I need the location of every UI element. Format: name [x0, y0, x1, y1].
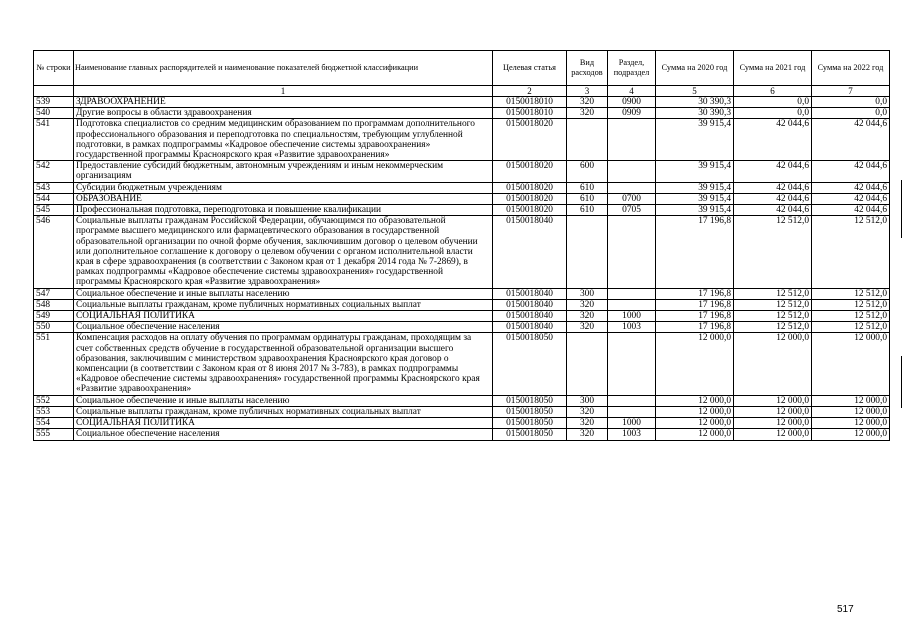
sum-2020-cell: 12 000,0 — [656, 395, 734, 406]
sum-2021-cell: 0,0 — [734, 97, 812, 108]
sum-2022-cell: 12 512,0 — [812, 299, 890, 310]
sum-2022-cell: 12 000,0 — [812, 406, 890, 417]
row-number-cell: 548 — [34, 299, 74, 310]
table-row — [34, 311, 890, 322]
target-item-cell: 0150018040 — [493, 288, 567, 299]
sum-2020-cell: 39 915,4 — [656, 205, 734, 216]
sum-2021-cell: 12 000,0 — [734, 418, 812, 429]
target-item-cell: 0150018050 — [493, 418, 567, 429]
expense-type-cell: 610 — [567, 182, 608, 193]
table-row — [34, 418, 890, 429]
header-cell-sum-2021: Сумма на 2021 год — [734, 51, 812, 86]
row-number-cell: 547 — [34, 288, 74, 299]
header-cell-expense-type: Вид расходов — [567, 51, 608, 86]
sum-2021-cell: 42 044,6 — [734, 205, 812, 216]
sum-2022-cell: 12 000,0 — [812, 418, 890, 429]
sum-2022-cell: 42 044,6 — [812, 182, 890, 193]
target-item-cell: 0150018010 — [493, 108, 567, 119]
target-item-cell: 0150018050 — [493, 406, 567, 417]
row-number-cell: 554 — [34, 418, 74, 429]
table-row — [34, 119, 890, 161]
sum-2022-cell: 42 044,6 — [812, 193, 890, 204]
table-row — [34, 108, 890, 119]
sum-2022-cell: 0,0 — [812, 97, 890, 108]
sum-2020-cell: 39 915,4 — [656, 119, 734, 161]
row-number-cell: 541 — [34, 119, 74, 161]
sum-2020-cell: 17 196,8 — [656, 288, 734, 299]
sum-2020-cell: 12 000,0 — [656, 418, 734, 429]
sum-2021-cell: 12 512,0 — [734, 288, 812, 299]
row-number-cell: 553 — [34, 406, 74, 417]
page-number: 517 — [837, 604, 854, 615]
sum-2021-cell: 42 044,6 — [734, 119, 812, 161]
row-name-cell: Предоставление субсидий бюджетным, автономным учреждениям и иным некоммерческим организациям — [74, 161, 493, 182]
sum-2021-cell: 12 512,0 — [734, 322, 812, 333]
sum-2022-cell: 12 512,0 — [812, 216, 890, 288]
sum-2022-cell: 12 512,0 — [812, 311, 890, 322]
section-cell: 1003 — [608, 429, 656, 440]
row-name-cell: Другие вопросы в области здравоохранения — [74, 108, 493, 119]
expense-type-cell — [567, 333, 608, 395]
sum-2020-cell: 30 390,3 — [656, 108, 734, 119]
table-row — [34, 395, 890, 406]
sum-2021-cell: 12 512,0 — [734, 299, 812, 310]
section-cell — [608, 299, 656, 310]
sum-2020-cell: 39 915,4 — [656, 182, 734, 193]
target-item-cell: 0150018020 — [493, 161, 567, 182]
sum-2022-cell: 42 044,6 — [812, 205, 890, 216]
column-index-cell: 1 — [74, 86, 493, 97]
sum-2021-cell: 12 000,0 — [734, 429, 812, 440]
expense-type-cell — [567, 216, 608, 288]
row-number-cell: 552 — [34, 395, 74, 406]
table-row — [34, 322, 890, 333]
target-item-cell: 0150018040 — [493, 322, 567, 333]
target-item-cell: 0150018020 — [493, 119, 567, 161]
sum-2022-cell: 42 044,6 — [812, 119, 890, 161]
table-row — [34, 429, 890, 440]
row-name-cell: Социальное обеспечение населения — [74, 429, 493, 440]
row-number-cell: 543 — [34, 182, 74, 193]
sum-2022-cell: 12 000,0 — [812, 333, 890, 395]
row-number-cell: 550 — [34, 322, 74, 333]
expense-type-cell: 320 — [567, 429, 608, 440]
expense-type-cell: 320 — [567, 97, 608, 108]
row-name-cell: Профессиональная подготовка, переподготовка и повышение квалификации — [74, 205, 493, 216]
sum-2020-cell: 17 196,8 — [656, 311, 734, 322]
header-cell-row-number: № строки — [34, 51, 74, 86]
sum-2021-cell: 42 044,6 — [734, 182, 812, 193]
sum-2022-cell: 12 512,0 — [812, 322, 890, 333]
header-cell-name: Наименование главных распорядителей и наименование показателей бюджетной классификации — [74, 51, 493, 86]
section-cell: 1000 — [608, 311, 656, 322]
table-row — [34, 406, 890, 417]
sum-2021-cell: 12 512,0 — [734, 216, 812, 288]
section-cell — [608, 406, 656, 417]
expense-type-cell: 610 — [567, 193, 608, 204]
sum-2020-cell: 17 196,8 — [656, 322, 734, 333]
sum-2022-cell: 12 000,0 — [812, 429, 890, 440]
table-row — [34, 288, 890, 299]
sum-2021-cell: 12 000,0 — [734, 406, 812, 417]
sum-2021-cell: 42 044,6 — [734, 193, 812, 204]
expense-type-cell: 300 — [567, 288, 608, 299]
section-cell — [608, 161, 656, 182]
margin-line — [901, 180, 902, 238]
sum-2020-cell: 12 000,0 — [656, 429, 734, 440]
row-number-cell: 545 — [34, 205, 74, 216]
budget-table — [33, 50, 890, 441]
row-name-cell: СОЦИАЛЬНАЯ ПОЛИТИКА — [74, 418, 493, 429]
section-cell: 1000 — [608, 418, 656, 429]
row-name-cell: Социальные выплаты гражданам, кроме публичных нормативных социальных выплат — [74, 406, 493, 417]
section-cell: 1003 — [608, 322, 656, 333]
expense-type-cell: 320 — [567, 418, 608, 429]
sum-2021-cell: 12 512,0 — [734, 311, 812, 322]
target-item-cell: 0150018020 — [493, 182, 567, 193]
table-row — [34, 161, 890, 182]
sum-2022-cell: 0,0 — [812, 108, 890, 119]
header-cell-section: Раздел, подраздел — [608, 51, 656, 86]
row-number-cell: 542 — [34, 161, 74, 182]
target-item-cell: 0150018050 — [493, 395, 567, 406]
target-item-cell: 0150018050 — [493, 429, 567, 440]
column-index-cell: 6 — [734, 86, 812, 97]
header-row — [34, 51, 890, 86]
sum-2021-cell: 42 044,6 — [734, 161, 812, 182]
row-name-cell: Социальное обеспечение и иные выплаты населению — [74, 288, 493, 299]
section-cell: 0900 — [608, 97, 656, 108]
section-cell — [608, 395, 656, 406]
section-cell — [608, 333, 656, 395]
column-index-cell — [34, 86, 74, 97]
target-item-cell: 0150018040 — [493, 311, 567, 322]
table-row — [34, 205, 890, 216]
row-number-cell: 540 — [34, 108, 74, 119]
section-cell: 0705 — [608, 205, 656, 216]
sum-2021-cell: 12 000,0 — [734, 395, 812, 406]
expense-type-cell: 320 — [567, 299, 608, 310]
section-cell — [608, 288, 656, 299]
target-item-cell: 0150018040 — [493, 216, 567, 288]
row-number-cell: 549 — [34, 311, 74, 322]
sum-2021-cell: 0,0 — [734, 108, 812, 119]
row-number-cell: 544 — [34, 193, 74, 204]
sum-2022-cell: 12 512,0 — [812, 288, 890, 299]
expense-type-cell: 610 — [567, 205, 608, 216]
expense-type-cell: 300 — [567, 395, 608, 406]
column-index-cell: 4 — [608, 86, 656, 97]
header-cell-sum-2022: Сумма на 2022 год — [812, 51, 890, 86]
row-name-cell: СОЦИАЛЬНАЯ ПОЛИТИКА — [74, 311, 493, 322]
target-item-cell: 0150018020 — [493, 205, 567, 216]
target-item-cell: 0150018050 — [493, 333, 567, 395]
column-index-row — [34, 86, 890, 97]
sum-2020-cell: 39 915,4 — [656, 193, 734, 204]
expense-type-cell: 320 — [567, 108, 608, 119]
table-row — [34, 333, 890, 395]
section-cell — [608, 216, 656, 288]
row-number-cell: 539 — [34, 97, 74, 108]
target-item-cell: 0150018010 — [493, 97, 567, 108]
expense-type-cell: 320 — [567, 322, 608, 333]
table-row — [34, 97, 890, 108]
table-row — [34, 193, 890, 204]
row-number-cell: 551 — [34, 333, 74, 395]
sum-2020-cell: 39 915,4 — [656, 161, 734, 182]
table-body — [34, 97, 890, 441]
row-name-cell: Социальные выплаты гражданам, кроме публичных нормативных социальных выплат — [74, 299, 493, 310]
column-index-cell: 5 — [656, 86, 734, 97]
row-name-cell: Подготовка специалистов со средним медицинским образованием по программам дополнительного профессионального образования и переподготовка по специальностям, требующим углубленной подготовки, в рамках подпрограммы «Кадровое обеспечение системы здравоохранения» государственной программы Красноярского края «Развитие здравоохранения» — [74, 119, 493, 161]
section-cell — [608, 182, 656, 193]
expense-type-cell: 600 — [567, 161, 608, 182]
table-row — [34, 299, 890, 310]
expense-type-cell: 320 — [567, 406, 608, 417]
column-index-cell: 2 — [493, 86, 567, 97]
margin-line — [901, 356, 902, 408]
row-name-cell: Субсидии бюджетным учреждениям — [74, 182, 493, 193]
row-name-cell: ОБРАЗОВАНИЕ — [74, 193, 493, 204]
target-item-cell: 0150018040 — [493, 299, 567, 310]
row-number-cell: 546 — [34, 216, 74, 288]
table-row — [34, 182, 890, 193]
expense-type-cell — [567, 119, 608, 161]
sum-2022-cell: 42 044,6 — [812, 161, 890, 182]
column-index-cell: 3 — [567, 86, 608, 97]
sum-2022-cell: 12 000,0 — [812, 395, 890, 406]
column-index-cell: 7 — [812, 86, 890, 97]
sum-2020-cell: 17 196,8 — [656, 299, 734, 310]
sum-2020-cell: 30 390,3 — [656, 97, 734, 108]
header-cell-target-item: Целевая статья — [493, 51, 567, 86]
row-name-cell: Социальное обеспечение населения — [74, 322, 493, 333]
row-name-cell: Социальное обеспечение и иные выплаты населению — [74, 395, 493, 406]
section-cell — [608, 119, 656, 161]
section-cell: 0700 — [608, 193, 656, 204]
row-number-cell: 555 — [34, 429, 74, 440]
section-cell: 0909 — [608, 108, 656, 119]
row-name-cell: Социальные выплаты гражданам Российской Федерации, обучающимся по образовательной программе высшего медицинского или фармацевтического образования в государственной образовательной организации по очной форме обучения, заключившим договор о целевом обучении или дополнительное соглашение к договору о целевом обучении с органом исполнительной власти края в сфере здравоохранения (в соответствии с Законом края от 1 декабря 2014 года № 7-2869), в рамках подпрограммы «Кадровое обеспечение системы здравоохранения» государственной программы Красноярского края «Развитие здравоохранения» — [74, 216, 493, 288]
sum-2020-cell: 17 196,8 — [656, 216, 734, 288]
row-name-cell: ЗДРАВООХРАНЕНИЕ — [74, 97, 493, 108]
expense-type-cell: 320 — [567, 311, 608, 322]
sum-2020-cell: 12 000,0 — [656, 333, 734, 395]
row-name-cell: Компенсация расходов на оплату обучения по программам ординатуры гражданам, проходящим за счет собственных средств обучение в государственной образовательной организации высшего образования, заключившим с министерством здравоохранения Красноярского края договор о компенсации (в соответствии с Законом края от 8 июня 2017 № 3-783), в рамках подпрограммы «Кадровое обеспечение системы здравоохранения» государственной программы Красноярского края «Развитие здравоохранения» — [74, 333, 493, 395]
header-cell-sum-2020: Сумма на 2020 год — [656, 51, 734, 86]
sum-2020-cell: 12 000,0 — [656, 406, 734, 417]
table-row — [34, 216, 890, 288]
sum-2021-cell: 12 000,0 — [734, 333, 812, 395]
target-item-cell: 0150018020 — [493, 193, 567, 204]
